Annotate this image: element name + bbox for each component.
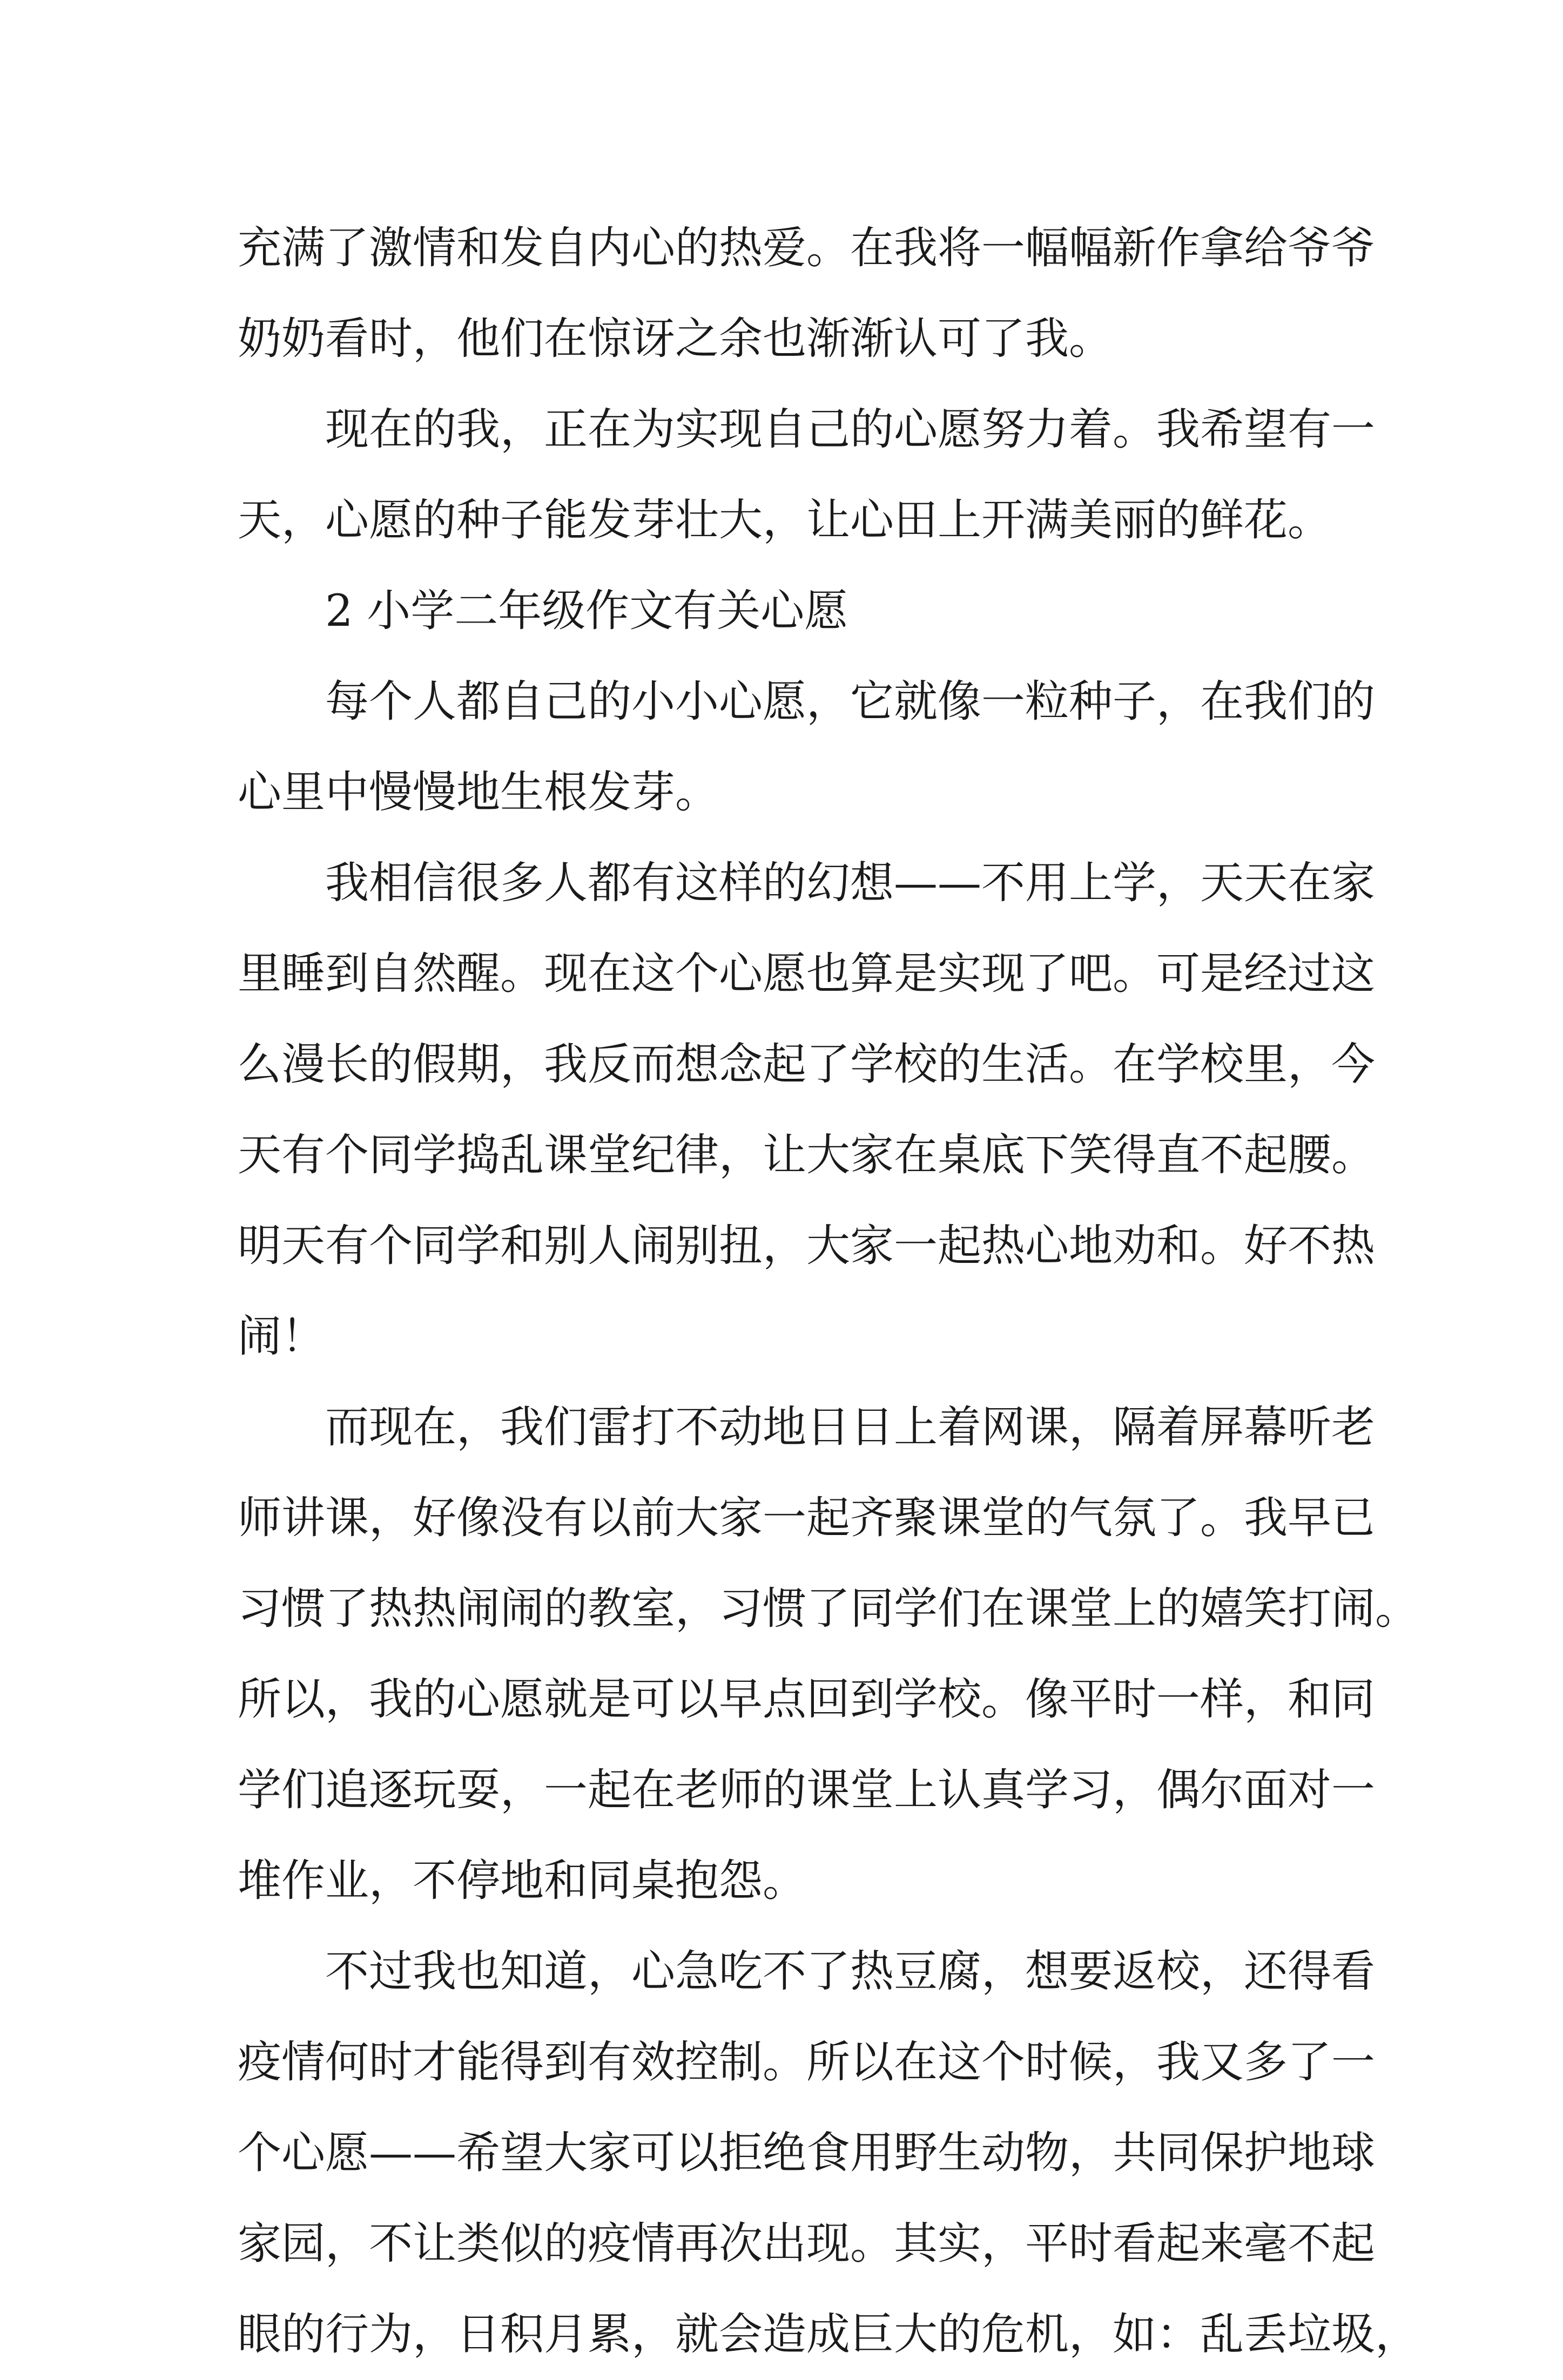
text-line: 眼的行为，日积月累，就会造成巨大的危机，如：乱丢垃圾，	[238, 2309, 1419, 2360]
text-line: 天，心愿的种子能发芽壮大，让心田上开满美丽的鲜花。	[238, 495, 1332, 546]
text-line: 堆作业，不停地和同桌抱怨。	[238, 1856, 807, 1906]
paragraph-start-line: 不过我也知道，心急吃不了热豆腐，想要返校，还得看	[325, 1946, 1376, 1997]
document-body	[238, 203, 1419, 2380]
text-line: 家园，不让类似的疫情再次出现。其实，平时看起来毫不起	[238, 2219, 1376, 2269]
text-line: 充满了激情和发自内心的热爱。在我将一幅幅新作拿给爷爷	[238, 223, 1376, 274]
text-line: 疫情何时才能得到有效控制。所以在这个时候，我又多了一	[238, 2037, 1376, 2088]
text-line: 师讲课，好像没有以前大家一起齐聚课堂的气氛了。我早已	[238, 1493, 1376, 1544]
paragraph-start-line: 我相信很多人都有这样的幻想——不用上学，天天在家	[325, 858, 1376, 909]
section-heading: 2 小学二年级作文有关心愿	[325, 586, 848, 637]
paragraph-start-line: 而现在，我们雷打不动地日日上着网课，隔着屏幕听老	[325, 1402, 1376, 1453]
text-line: 天有个同学捣乱课堂纪律，让大家在桌底下笑得直不起腰。	[238, 1130, 1376, 1181]
paragraph-start-line: 每个人都自己的小小心愿，它就像一粒种子，在我们的	[325, 677, 1376, 727]
text-line: 所以，我的心愿就是可以早点回到学校。像平时一样，和同	[238, 1674, 1376, 1725]
paragraph-start-line: 现在的我，正在为实现自己的心愿努力着。我希望有一	[325, 404, 1376, 455]
text-line: 明天有个同学和别人闹别扭，大家一起热心地劝和。好不热	[238, 1221, 1376, 1272]
text-line: 里睡到自然醒。现在这个心愿也算是实现了吧。可是经过这	[238, 949, 1376, 999]
text-line: 心里中慢慢地生根发芽。	[238, 767, 719, 818]
text-line: 么漫长的假期，我反而想念起了学校的生活。在学校里，今	[238, 1039, 1376, 1090]
text-line: 个心愿——希望大家可以拒绝食用野生动物，共同保护地球	[238, 2128, 1376, 2179]
text-line: 闹！	[238, 1311, 326, 1362]
text-line: 习惯了热热闹闹的教室，习惯了同学们在课堂上的嬉笑打闹。	[238, 1584, 1419, 1634]
text-line: 奶奶看时，他们在惊讶之余也渐渐认可了我。	[238, 314, 1113, 364]
text-line: 学们追逐玩耍，一起在老师的课堂上认真学习，偶尔面对一	[238, 1765, 1376, 1816]
